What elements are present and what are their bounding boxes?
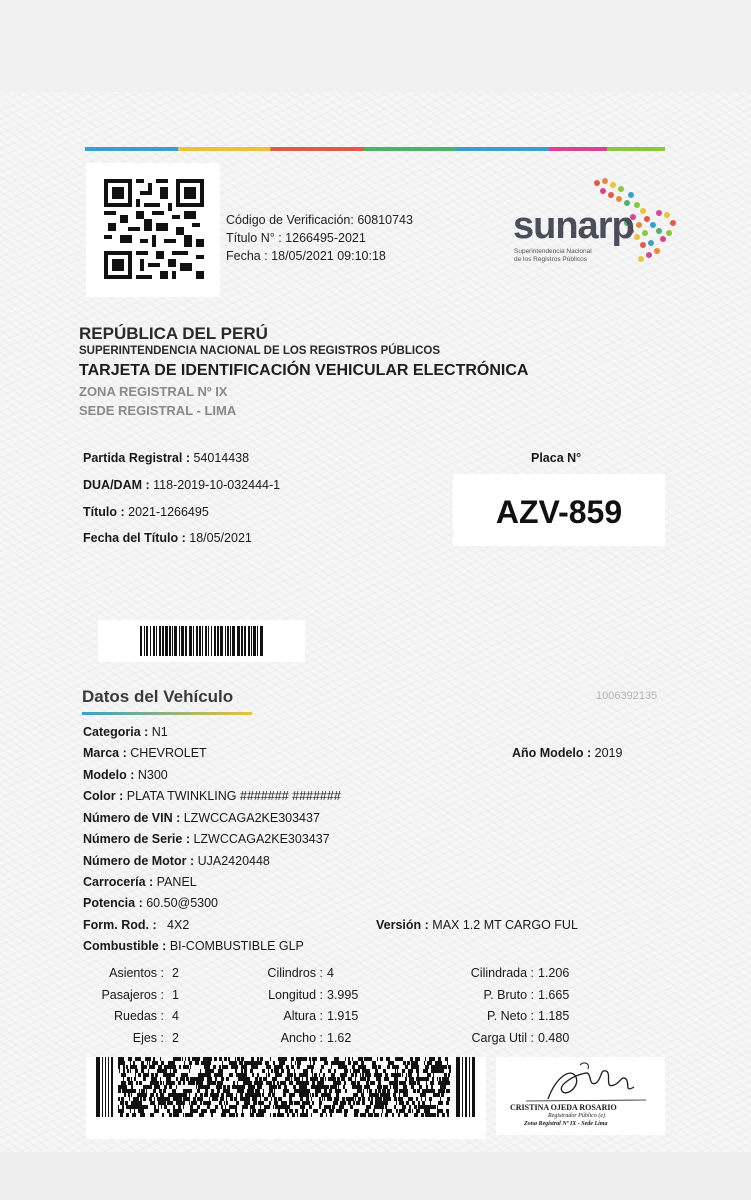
- ancho-value: 1.62: [327, 1031, 352, 1045]
- pdf417-barcode-icon: [96, 1057, 476, 1117]
- color-stripe: [85, 147, 665, 151]
- heading-tarjeta: TARJETA DE IDENTIFICACIÓN VEHICULAR ELECTRÓNICA: [79, 362, 529, 379]
- longitud-label: Longitud :: [268, 988, 323, 1002]
- ruedas-value: 4: [172, 1009, 179, 1023]
- altura-value: 1.915: [327, 1009, 359, 1023]
- datos-underline: [82, 712, 252, 715]
- vin-row: Número de VIN : LZWCCAGA2KE303437: [83, 811, 320, 825]
- version-row: Versión : MAX 1.2 MT CARGO FUL: [376, 918, 578, 932]
- signature-box: [496, 1057, 665, 1135]
- modelo-row: Modelo : N300: [83, 768, 168, 782]
- datos-title: Datos del Vehículo: [82, 687, 234, 706]
- carroceria-row: Carrocería : PANEL: [83, 875, 197, 889]
- asientos-label: Asientos :: [109, 966, 164, 980]
- anio-row: Año Modelo : 2019: [512, 746, 623, 760]
- cilindrada-label: Cilindrada :: [470, 966, 534, 980]
- combustible-row: Combustible : BI-COMBUSTIBLE GLP: [83, 939, 304, 953]
- verification-info: [226, 211, 413, 265]
- top-margin: [0, 0, 751, 92]
- p-neto-value: 1.185: [538, 1009, 570, 1023]
- carga-util-label: Carga Util :: [471, 1031, 534, 1045]
- heading-republica: REPÚBLICA DEL PERÚ: [79, 324, 268, 343]
- marca-row: Marca : CHEVROLET: [83, 746, 207, 760]
- ancho-label: Ancho :: [280, 1031, 323, 1045]
- heading-zona: ZONA REGISTRAL Nº IX: [79, 384, 228, 399]
- p-bruto-label: P. Bruto :: [483, 988, 534, 1002]
- issue-date: Fecha : 18/05/2021 09:10:18: [226, 249, 386, 263]
- dua-row: DUA/DAM : 118-2019-10-032444-1: [83, 478, 281, 492]
- serial-number: 1006392135: [596, 690, 658, 702]
- pasajeros-label: Pasajeros :: [101, 988, 164, 1002]
- cilindros-label: Cilindros :: [267, 966, 323, 980]
- color-row: Color : PLATA TWINKLING ####### #######: [83, 789, 341, 803]
- heading-sede: SEDE REGISTRAL - LIMA: [79, 403, 237, 418]
- motor-row: Número de Motor : UJA2420448: [83, 854, 270, 868]
- placa-value: AZV-859: [495, 494, 623, 530]
- sunarp-logo: [505, 175, 685, 275]
- signer-name: CRISTINA OJEDA ROSARIO: [510, 1103, 617, 1112]
- serie-row: Número de Serie : LZWCCAGA2KE303437: [83, 832, 330, 846]
- signer-role: Registrador Público (e): [548, 1113, 605, 1119]
- placa-box: [453, 474, 665, 546]
- signer-zona: Zona Registral Nº IX - Sede Lima: [524, 1121, 608, 1127]
- sunarp-wordmark: sunarp: [513, 205, 634, 247]
- form-rod-row: Form. Rod. : 4X2: [83, 918, 190, 932]
- bottom-margin: [0, 1152, 751, 1200]
- carga-util-value: 0.480: [538, 1031, 570, 1045]
- ruedas-label: Ruedas :: [113, 1009, 164, 1023]
- fecha-titulo-row: Fecha del Título : 18/05/2021: [83, 531, 252, 545]
- barcode-icon: [140, 626, 264, 656]
- ejes-value: 2: [172, 1031, 179, 1045]
- qr-code-icon: [104, 179, 204, 279]
- verification-code: Código de Verificación: 60810743: [226, 213, 413, 227]
- categoria-row: Categoria : N1: [83, 725, 168, 739]
- cilindros-value: 4: [327, 966, 334, 980]
- asientos-value: 2: [172, 966, 179, 980]
- heading-superintendencia: SUPERINTENDENCIA NACIONAL DE LOS REGISTROS PÚBLICOS: [79, 345, 441, 357]
- ejes-label: Ejes :: [132, 1031, 164, 1045]
- longitud-value: 3.995: [327, 988, 359, 1002]
- p-neto-label: P. Neto :: [486, 1009, 534, 1023]
- cilindrada-value: 1.206: [538, 966, 570, 980]
- title-number: Título N° : 1266495-2021: [226, 231, 366, 245]
- altura-label: Altura :: [283, 1009, 323, 1023]
- potencia-row: Potencia : 60.50@5300: [83, 896, 219, 910]
- p-bruto-value: 1.665: [538, 988, 570, 1002]
- pasajeros-value: 1: [172, 988, 179, 1002]
- placa-label: Placa N°: [531, 451, 582, 465]
- partida-row: Partida Registral : 54014438: [83, 451, 250, 465]
- titulo-row: Título : 2021-1266495: [83, 505, 209, 519]
- signature-icon: [496, 1057, 665, 1107]
- qr-code-box: [86, 163, 220, 297]
- pdf417-box: [86, 1057, 486, 1139]
- sunarp-subtitle: Superintendencia Nacional de los Registros Públicos: [514, 248, 592, 263]
- barcode-box: [98, 620, 305, 662]
